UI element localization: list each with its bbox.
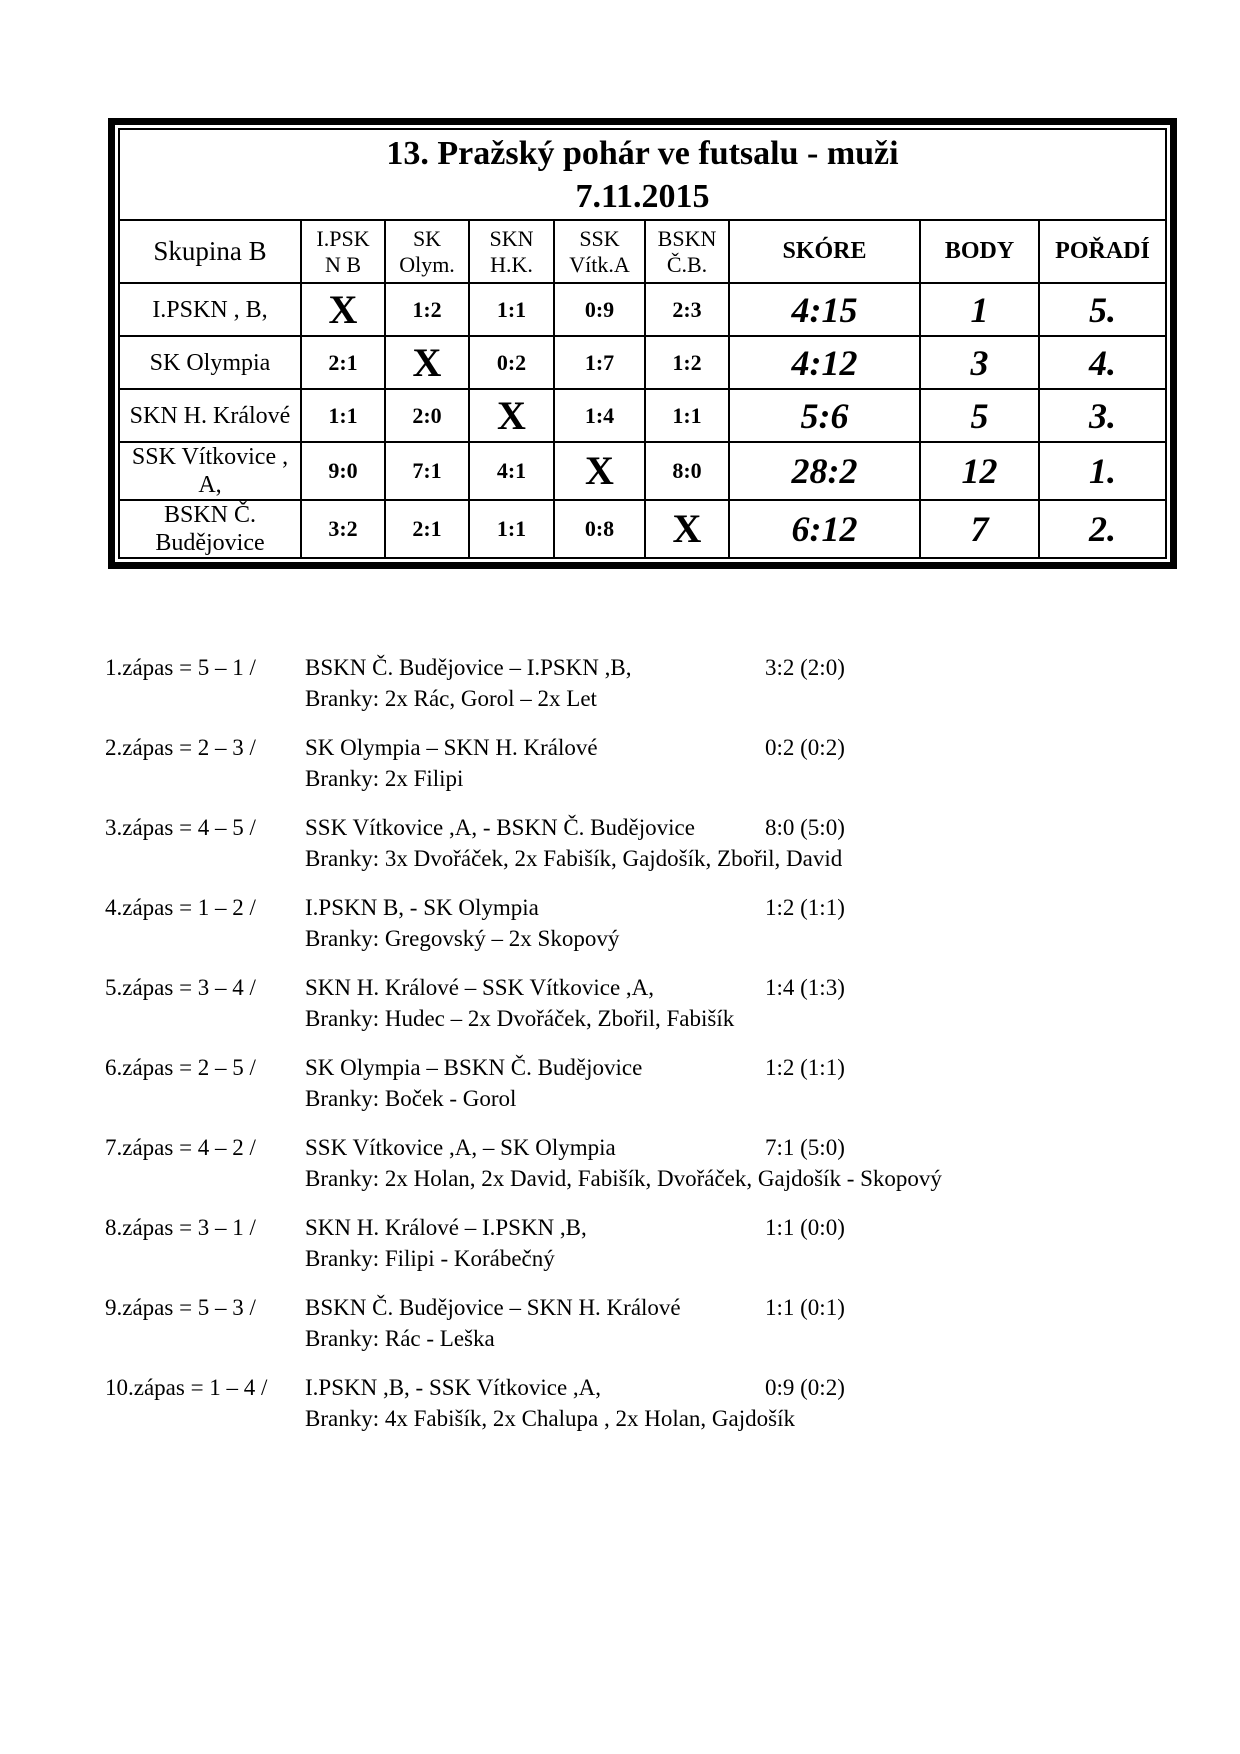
opponent-header-line1: SKN [489, 225, 534, 251]
opponent-header-line2: Č.B. [666, 251, 708, 277]
opponent-header-cell [554, 220, 645, 283]
stat-header-cell: POŘADÍ [1039, 220, 1166, 283]
match-number-label: 4.zápas = 1 – 2 / [105, 895, 256, 920]
match-summary-line [105, 1132, 1165, 1163]
team-name-cell: I.PSKN , B, [119, 283, 301, 336]
self-x-cell: X [301, 283, 385, 336]
self-x-cell: X [645, 500, 729, 558]
title-row [119, 129, 1166, 220]
match-scorers: Branky: Gregovský – 2x Skopový [305, 926, 620, 951]
points-cell: 1 [920, 283, 1039, 336]
match-result: 1:4 (1:3) [765, 975, 845, 1000]
title-line-1: 13. Pražský pohár ve futsalu - muži [386, 134, 899, 172]
match-result: 3:2 (2:0) [765, 655, 845, 680]
match-summary-line [105, 732, 1165, 763]
match-scorers: Branky: 3x Dvořáček, 2x Fabišík, Gajdošík, Zbořil, David [305, 846, 843, 871]
match-item [105, 892, 1165, 954]
match-item [105, 1292, 1165, 1354]
match-teams: I.PSKN B, - SK Olympia [305, 895, 539, 920]
match-summary-line [105, 892, 1165, 923]
opponent-header-line2: N B [324, 251, 362, 277]
team-name-cell: BSKN Č. Budějovice [119, 500, 301, 558]
result-cell: 9:0 [301, 442, 385, 500]
self-x-cell: X [469, 389, 554, 442]
match-scorers: Branky: Hudec – 2x Dvořáček, Zbořil, Fabišík [305, 1006, 735, 1031]
self-x-cell: X [554, 442, 645, 500]
match-summary-line [105, 972, 1165, 1003]
standings-grid [118, 128, 1167, 559]
match-item [105, 1132, 1165, 1194]
result-cell: 7:1 [385, 442, 469, 500]
result-cell: 0:2 [469, 336, 554, 389]
result-cell: 2:0 [385, 389, 469, 442]
opponent-header-cell [301, 220, 385, 283]
score-cell: 4:15 [729, 283, 920, 336]
match-scorers: Branky: Rác - Leška [305, 1326, 495, 1351]
standings-row [119, 389, 1166, 442]
match-summary-line [105, 1292, 1165, 1323]
score-cell: 6:12 [729, 500, 920, 558]
match-item [105, 1372, 1165, 1434]
result-cell: 1:1 [301, 389, 385, 442]
match-teams: SKN H. Králové – SSK Vítkovice ,A, [305, 975, 655, 1000]
team-name-cell: SK Olympia [119, 336, 301, 389]
result-cell: 8:0 [645, 442, 729, 500]
match-summary-line [105, 1372, 1165, 1403]
score-cell: 4:12 [729, 336, 920, 389]
score-cell: 28:2 [729, 442, 920, 500]
match-number-label: 8.zápas = 3 – 1 / [105, 1215, 256, 1240]
result-cell: 1:1 [469, 500, 554, 558]
opponent-header-line1: BSKN [657, 225, 717, 251]
header-row [119, 220, 1166, 283]
match-item [105, 652, 1165, 714]
standings-row [119, 442, 1166, 500]
opponent-header-line1: I.PSK [316, 225, 370, 251]
points-cell: 5 [920, 389, 1039, 442]
result-cell: 0:8 [554, 500, 645, 558]
result-cell: 1:2 [385, 283, 469, 336]
rank-cell: 1. [1039, 442, 1166, 500]
result-cell: 1:2 [645, 336, 729, 389]
match-number-label: 7.zápas = 4 – 2 / [105, 1135, 256, 1160]
standings-row [119, 283, 1166, 336]
standings-row [119, 336, 1166, 389]
match-item [105, 812, 1165, 874]
result-cell: 1:1 [645, 389, 729, 442]
match-result: 0:9 (0:2) [765, 1375, 845, 1400]
standings-row [119, 500, 1166, 558]
match-teams: SSK Vítkovice ,A, – SK Olympia [305, 1135, 616, 1160]
match-teams: SK Olympia – BSKN Č. Budějovice [305, 1055, 643, 1080]
result-cell: 3:2 [301, 500, 385, 558]
opponent-header-cell [469, 220, 554, 283]
group-label-cell: Skupina B [119, 220, 301, 283]
rank-cell: 5. [1039, 283, 1166, 336]
match-teams: BSKN Č. Budějovice – I.PSKN ,B, [305, 655, 632, 680]
points-cell: 3 [920, 336, 1039, 389]
title-line-2: 7.11.2015 [575, 177, 710, 215]
match-scorers: Branky: 2x Filipi [305, 766, 464, 791]
stat-header-cell: BODY [920, 220, 1039, 283]
score-cell: 5:6 [729, 389, 920, 442]
opponent-header-line2: Vítk.A [569, 251, 630, 277]
match-number-label: 9.zápas = 5 – 3 / [105, 1295, 256, 1320]
match-teams: I.PSKN ,B, - SSK Vítkovice ,A, [305, 1375, 602, 1400]
result-cell: 1:7 [554, 336, 645, 389]
match-result: 1:1 (0:1) [765, 1295, 845, 1320]
rank-cell: 2. [1039, 500, 1166, 558]
match-item [105, 1052, 1165, 1114]
opponent-header-line2: H.K. [490, 251, 533, 277]
match-result: 7:1 (5:0) [765, 1135, 845, 1160]
match-scorers: Branky: 4x Fabišík, 2x Chalupa , 2x Holan, Gajdošík [305, 1406, 795, 1431]
team-name-cell: SSK Vítkovice , A, [119, 442, 301, 500]
rank-cell: 4. [1039, 336, 1166, 389]
match-scorers: Branky: 2x Rác, Gorol – 2x Let [305, 686, 597, 711]
points-cell: 7 [920, 500, 1039, 558]
match-item [105, 972, 1165, 1034]
rank-cell: 3. [1039, 389, 1166, 442]
match-summary-line [105, 812, 1165, 843]
match-teams: SK Olympia – SKN H. Králové [305, 735, 598, 760]
match-item [105, 732, 1165, 794]
match-list [105, 652, 1165, 1452]
match-teams: SSK Vítkovice ,A, - BSKN Č. Budějovice [305, 815, 695, 840]
match-teams: BSKN Č. Budějovice – SKN H. Králové [305, 1295, 681, 1320]
opponent-header-cell [645, 220, 729, 283]
team-name-cell: SKN H. Králové [119, 389, 301, 442]
match-number-label: 3.zápas = 4 – 5 / [105, 815, 256, 840]
match-scorers: Branky: Boček - Gorol [305, 1086, 517, 1111]
match-number-label: 2.zápas = 2 – 3 / [105, 735, 256, 760]
match-summary-line [105, 1052, 1165, 1083]
match-number-label: 1.zápas = 5 – 1 / [105, 655, 256, 680]
match-scorers: Branky: Filipi - Korábečný [305, 1246, 555, 1271]
self-x-cell: X [385, 336, 469, 389]
match-result: 1:2 (1:1) [765, 895, 845, 920]
points-cell: 12 [920, 442, 1039, 500]
result-cell: 4:1 [469, 442, 554, 500]
tournament-title [119, 129, 1166, 220]
result-cell: 2:3 [645, 283, 729, 336]
match-result: 1:2 (1:1) [765, 1055, 845, 1080]
opponent-header-line2: Olym. [399, 251, 455, 277]
match-number-label: 6.zápas = 2 – 5 / [105, 1055, 256, 1080]
stat-header-cell: SKÓRE [729, 220, 920, 283]
match-result: 1:1 (0:0) [765, 1215, 845, 1240]
result-cell: 1:4 [554, 389, 645, 442]
match-result: 8:0 (5:0) [765, 815, 845, 840]
opponent-header-line1: SSK [579, 225, 620, 251]
match-number-label: 10.zápas = 1 – 4 / [105, 1375, 268, 1400]
standings-table [108, 118, 1177, 569]
opponent-header-cell [385, 220, 469, 283]
match-number-label: 5.zápas = 3 – 4 / [105, 975, 256, 1000]
result-cell: 0:9 [554, 283, 645, 336]
result-cell: 2:1 [301, 336, 385, 389]
match-result: 0:2 (0:2) [765, 735, 845, 760]
match-summary-line [105, 1212, 1165, 1243]
match-scorers: Branky: 2x Holan, 2x David, Fabišík, Dvořáček, Gajdošík - Skopový [305, 1166, 942, 1191]
opponent-header-line1: SK [412, 225, 442, 251]
match-summary-line [105, 652, 1165, 683]
match-teams: SKN H. Králové – I.PSKN ,B, [305, 1215, 587, 1240]
result-cell: 2:1 [385, 500, 469, 558]
result-cell: 1:1 [469, 283, 554, 336]
match-item [105, 1212, 1165, 1274]
